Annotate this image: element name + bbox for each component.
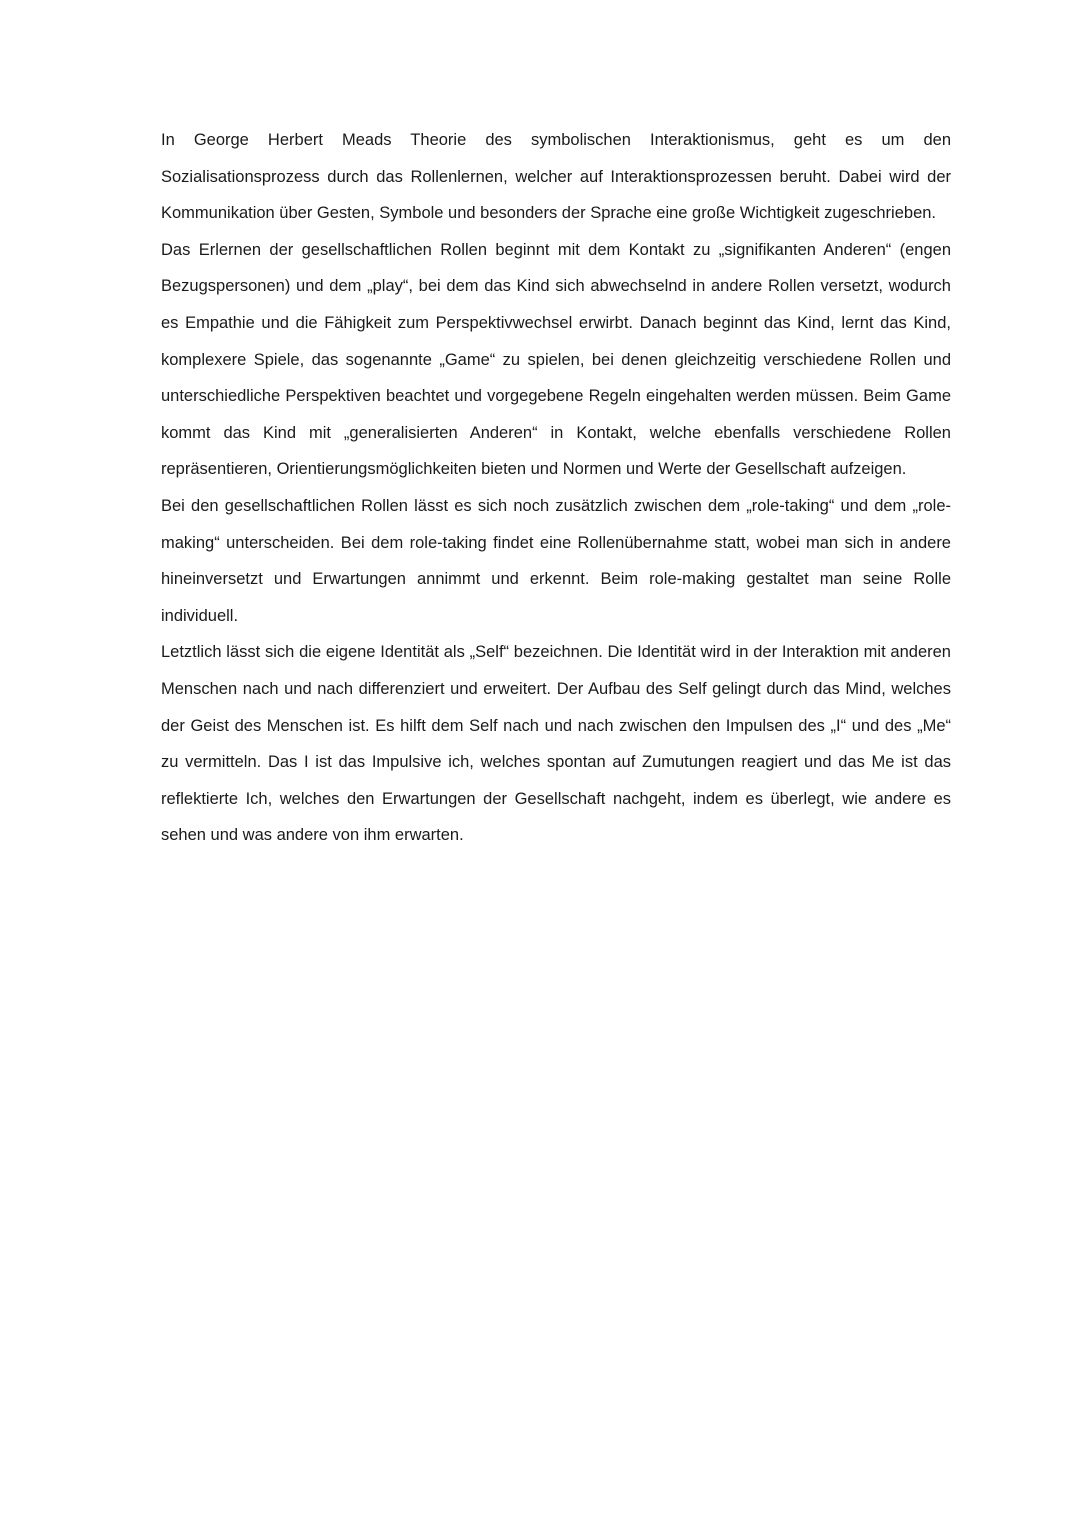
document-body <box>161 122 951 854</box>
paragraph-mead-intro: In George Herbert Meads Theorie des symbolischen Interaktionismus, geht es um den Sozialisationsprozess durch das Rollenlernen, welcher auf Interaktionsprozessen beruht. Dabei wird der Kommunikation über Gesten, Symbole und besonders der Sprache eine große Wichtigkeit zugeschrieben. <box>161 131 951 223</box>
paragraph-self-identity: Letztlich lässt sich die eigene Identität als „Self“ bezeichnen. Die Identität wird in der Interaktion mit anderen Menschen nach und nach differenziert und erweitert. Der Aufbau des Self gelingt durch das Mind, welches der Geist des Menschen ist. Es hilft dem Self nach und nach zwischen den Impulsen des „I“ und des „Me“ zu vermitteln. Das I ist das Impulsive ich, welches spontan auf Zumutungen reagiert und das Me ist das reflektierte Ich, welches den Erwartungen der Gesellschaft nachgeht, indem es überlegt, wie andere es sehen und was andere von ihm erwarten. <box>161 643 951 845</box>
paragraph-role-taking-making: Bei den gesellschaftlichen Rollen lässt es sich noch zusätzlich zwischen dem „role-taking“ und dem „role-making“ unterscheiden. Bei dem role-taking findet eine Rollenübernahme statt, wobei man sich in andere hineinversetzt und Erwartungen annimmt und erkennt. Beim role-making gestaltet man seine Rolle individuell. <box>161 496 951 625</box>
paragraph-play-and-game: Das Erlernen der gesellschaftlichen Rollen beginnt mit dem Kontakt zu „signifikanten Anderen“ (engen Bezugspersonen) und dem „play“, bei dem das Kind sich abwechselnd in andere Rollen versetzt, wodurch es Empathie und die Fähigkeit zum Perspektivwechsel erwirbt. Danach beginnt das Kind, lernt das Kind, komplexere Spiele, das sogenannte „Game“ zu spielen, bei denen gleichzeitig verschiedene Rollen und unterschiedliche Perspektiven beachtet und vorgegebene Regeln eingehalten werden müssen. Beim Game kommt das Kind mit „generalisierten Anderen“ in Kontakt, welche ebenfalls verschiedene Rollen repräsentieren, Orientierungsmöglichkeiten bieten und Normen und Werte der Gesellschaft aufzeigen. <box>161 240 951 479</box>
